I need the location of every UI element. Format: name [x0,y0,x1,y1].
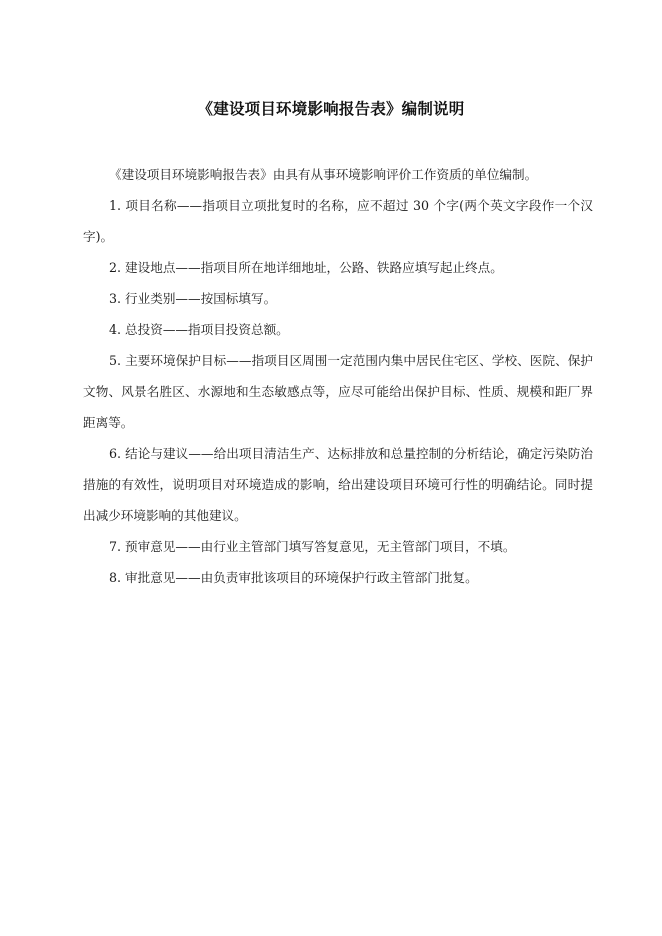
page-title: 《建设项目环境影响报告表》编制说明 [197,100,465,118]
item-text: 建设地点——指项目所在地详细地址，公路、铁路应填写起止终点。 [125,260,503,275]
instruction-item-1 [83,190,593,252]
item-number: 4. [109,322,122,337]
instruction-item-8 [83,562,593,593]
instruction-item-5 [83,345,593,438]
item-text: 主要环境保护目标——指项目区周围一定范围内集中居民住宅区、学校、医院、保护文物、风景名胜区、水源地和生态敏感点等，应尽可能给出保护目标、性质、规模和距厂界距离等。 [83,353,593,430]
item-number: 5. [109,353,122,368]
instruction-item-4 [83,314,593,345]
intro-paragraph: 《建设项目环境影响报告表》由具有从事环境影响评价工作资质的单位编制。 [109,167,538,182]
item-number: 6. [109,446,122,461]
item-number: 2. [109,260,122,275]
instruction-item-2 [83,252,593,283]
item-text: 行业类别——按国标填写。 [125,291,277,306]
item-number: 8. [109,570,122,585]
item-number: 1. [109,198,122,213]
instruction-item-7 [83,531,593,562]
instructions-body [83,159,593,593]
item-number: 3. [109,291,122,306]
item-text: 结论与建议——给出项目清洁生产、达标排放和总量控制的分析结论，确定污染防治措施的有效性，说明项目对环境造成的影响，给出建设项目环境可行性的明确结论。同时提出减少环境影响的其他建议。 [83,446,593,523]
instruction-item-3 [83,283,593,314]
item-text: 审批意见——由负责审批该项目的环境保护行政主管部门批复。 [125,570,478,585]
item-text: 预审意见——由行业主管部门填写答复意见，无主管部门项目，不填。 [125,539,516,554]
item-text: 总投资——指项目投资总额。 [125,322,289,337]
item-number: 7. [109,539,122,554]
instruction-item-6 [83,438,593,531]
item-text: 项目名称——指项目立项批复时的名称，应不超过 30 个字(两个英文字段作一个汉字)。 [83,198,593,244]
